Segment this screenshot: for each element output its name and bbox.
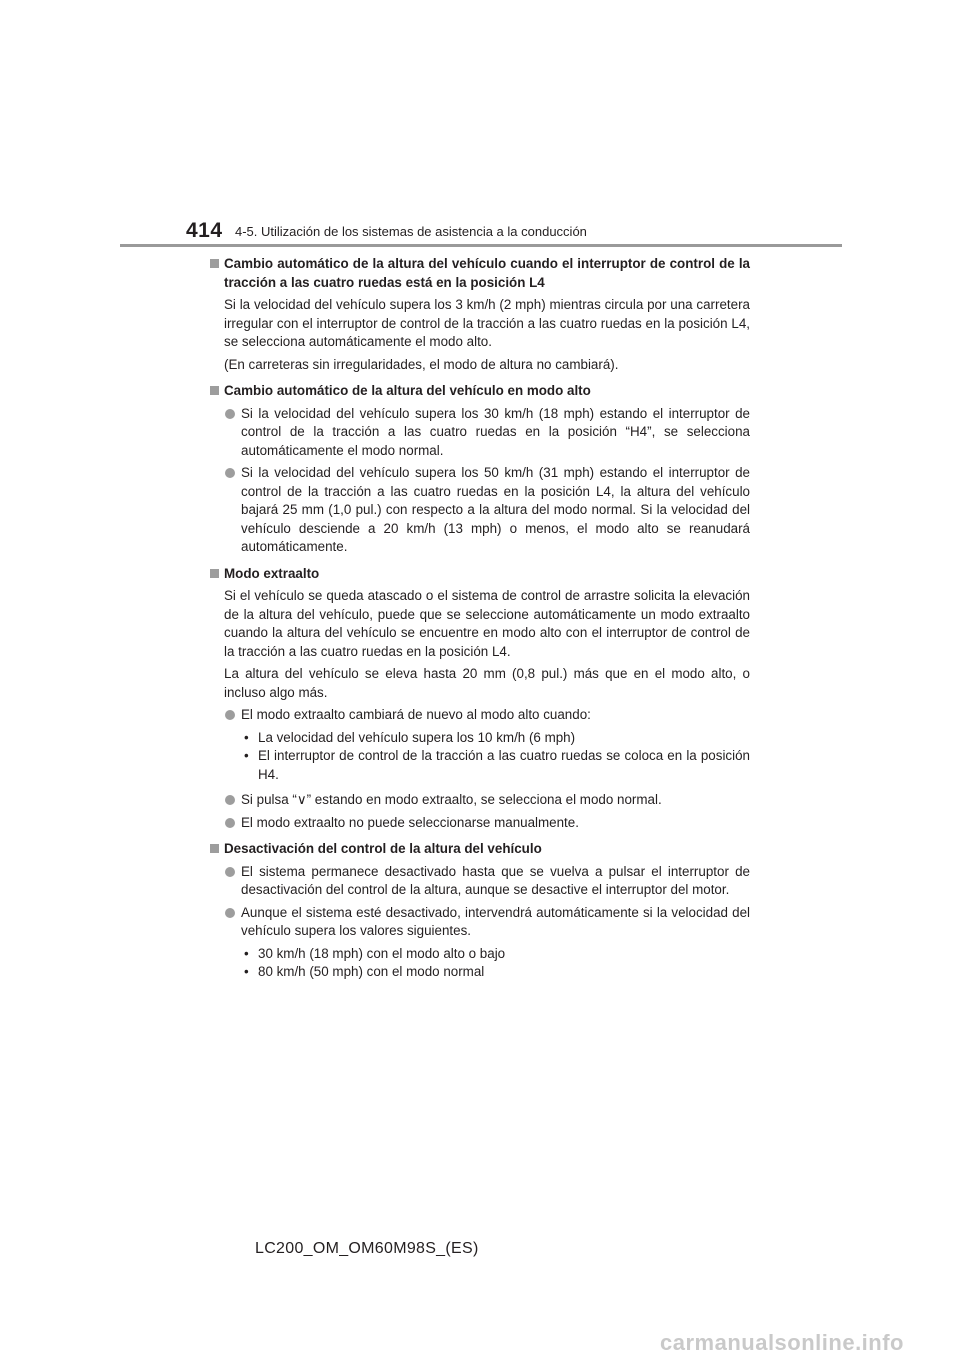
sub-list-item: • 30 km/h (18 mph) con el modo alto o bajo — [210, 945, 750, 964]
paragraph: (En carreteras sin irregularidades, el modo de altura no cambiará). — [224, 356, 619, 372]
circle-bullet-icon — [225, 908, 235, 918]
square-bullet-icon — [210, 844, 219, 853]
circle-bullet-icon — [225, 818, 235, 828]
watermark: carmanualsonline.info — [660, 1330, 904, 1355]
circle-bullet-icon — [225, 409, 235, 419]
list-item: Si la velocidad del vehículo supera los 30 km/h (18 mph) estando el interruptor de control de la tracción a las cuatro ruedas en la posición “H4”, se selecciona automáticamente el modo normal. — [210, 405, 750, 461]
circle-bullet-icon — [225, 795, 235, 805]
section-heading: Modo extraalto — [210, 565, 750, 584]
sub-list-item: • La velocidad del vehículo supera los 10 km/h (6 mph) — [210, 729, 750, 748]
sub-bullet-icon: • — [244, 748, 249, 763]
section-heading: Desactivación del control de la altura del vehículo — [210, 840, 750, 859]
page-number: 414 — [186, 219, 223, 242]
sub-list-item: • El interruptor de control de la tracción a las cuatro ruedas se coloca en la posición H4. — [244, 748, 750, 782]
section-heading: Cambio automático de la altura del vehículo en modo alto — [210, 382, 750, 401]
circle-bullet-icon — [225, 710, 235, 720]
list-item: Aunque el sistema esté desactivado, intervendrá automáticamente si la velocidad del vehículo supera los valores siguientes. — [210, 904, 750, 941]
section-heading: Cambio automático de la altura del vehículo cuando el interruptor de control de la tracción a las cuatro ruedas está en la posición L4 — [210, 255, 750, 292]
square-bullet-icon — [210, 259, 219, 268]
section-title: 4-5. Utilización de los sistemas de asistencia a la conducción — [235, 224, 587, 239]
list-item: El modo extraalto no puede seleccionarse manualmente. — [210, 814, 750, 833]
paragraph: La altura del vehículo se eleva hasta 20 mm (0,8 pul.) más que en el modo alto, o incluso algo más. — [224, 666, 750, 700]
page-content — [210, 255, 750, 989]
paragraph: Si el vehículo se queda atascado o el sistema de control de arrastre solicita la elevación de la altura del vehículo, puede que se seleccione automáticamente un modo extraalto cuando la altura del vehículo se encuentre en modo alto con el interruptor de control de la tracción a las cuatro ruedas en la posición L4. — [224, 588, 750, 659]
list-item: El sistema permanece desactivado hasta que se vuelva a pulsar el interruptor de desactivación del control de la altura, aunque se desactive el interruptor del motor. — [210, 863, 750, 900]
document-code: LC200_OM_OM60M98S_(ES) — [255, 1240, 479, 1257]
list-item: Si pulsa “∨” estando en modo extraalto, se selecciona el modo normal. — [210, 791, 750, 810]
sub-list — [210, 729, 750, 785]
square-bullet-icon — [210, 386, 219, 395]
header-divider — [120, 244, 842, 247]
sub-bullet-icon: • — [244, 964, 249, 979]
square-bullet-icon — [210, 569, 219, 578]
sub-list-item: • 80 km/h (50 mph) con el modo normal — [210, 963, 750, 982]
list-item: Si la velocidad del vehículo supera los 50 km/h (31 mph) estando el interruptor de control de la tracción a las cuatro ruedas en la posición L4, la altura del vehículo bajará 25 mm (1,0 pul.) con respecto a la altura del modo normal. Si la velocidad del vehículo desciende a 20 km/h (13 mph) o menos, el modo alto se reanudará automáticamente. — [210, 464, 750, 557]
sub-list — [210, 945, 750, 982]
page-header — [0, 0, 960, 250]
sub-bullet-icon: • — [244, 945, 249, 961]
sub-bullet-icon: • — [244, 729, 249, 745]
circle-bullet-icon — [225, 867, 235, 877]
list-item: El modo extraalto cambiará de nuevo al modo alto cuando: — [210, 706, 750, 725]
circle-bullet-icon — [225, 468, 235, 478]
paragraph: Si la velocidad del vehículo supera los 3 km/h (2 mph) mientras circula por una carretera irregular con el interruptor de control de la tracción a las cuatro ruedas en la posición L4, se selecciona automáticamente el modo alto. — [224, 297, 750, 349]
